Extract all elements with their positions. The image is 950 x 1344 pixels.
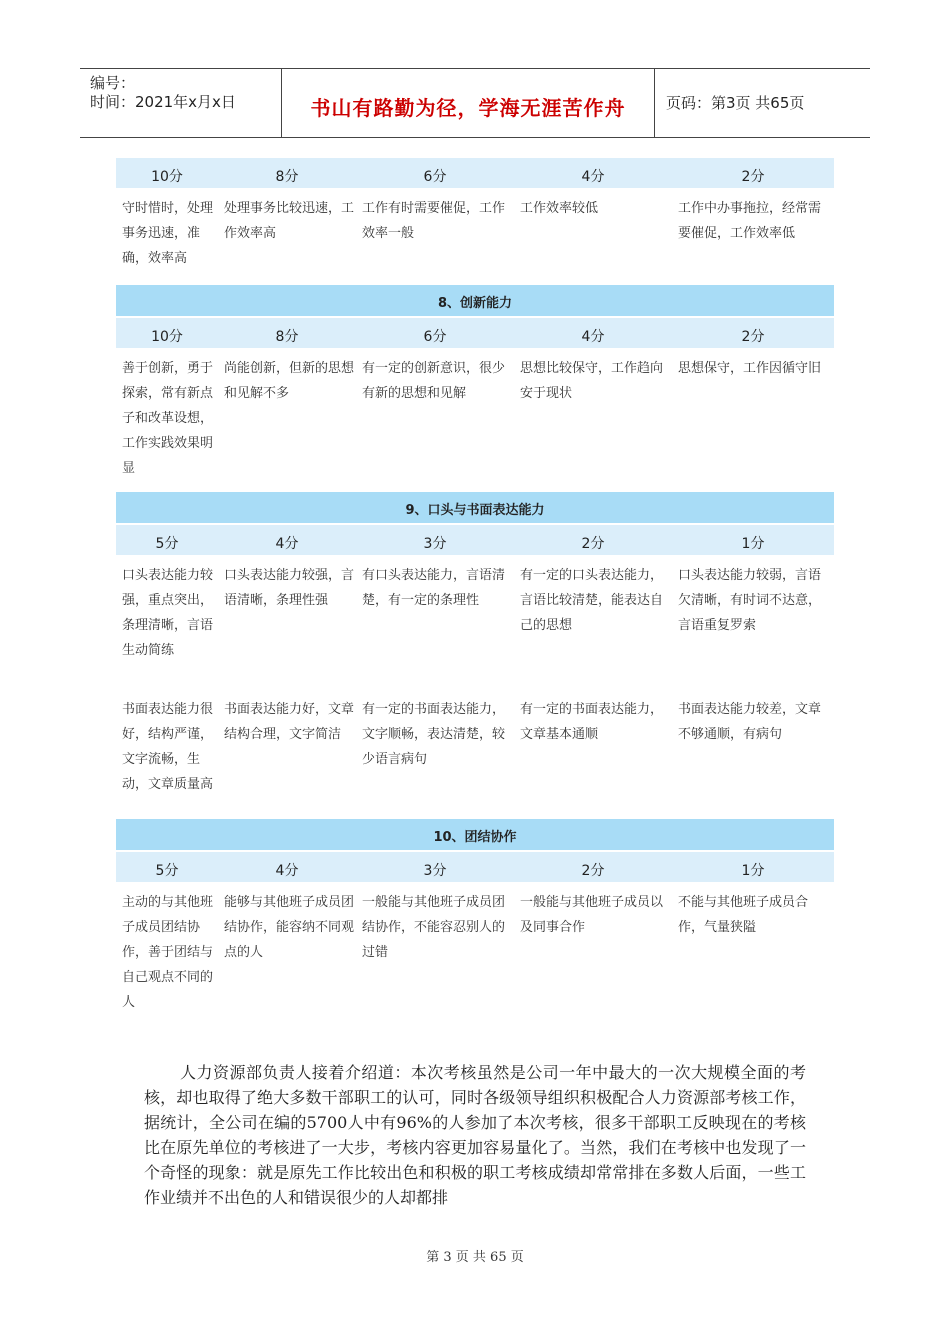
description-cell: 有一定的创新意识，很少有新的思想和见解 — [362, 361, 506, 401]
score-row — [116, 852, 834, 882]
description-cell: 守时惜时，处理事务迅速，准确，效率高 — [122, 201, 214, 266]
score-cell: 8分 — [275, 329, 299, 345]
description-cell: 一般能与其他班子成员团结协作，不能容忍别人的过错 — [362, 895, 506, 960]
description-cell: 处理事务比较迅速，工作效率高 — [224, 201, 355, 241]
description-row — [116, 188, 834, 283]
score-cell: 3分 — [423, 863, 447, 879]
description-cell: 口头表达能力较弱，言语欠清晰，有时词不达意，言语重复罗索 — [678, 568, 822, 633]
score-cell: 2分 — [581, 536, 605, 552]
description-row-written — [116, 689, 834, 817]
score-row — [116, 158, 834, 188]
score-cell: 1分 — [741, 863, 765, 879]
score-cell: 4分 — [581, 169, 605, 185]
description-cell: 工作有时需要催促，工作效率一般 — [362, 201, 506, 241]
description-cell: 有口头表达能力，言语清楚，有一定的条理性 — [362, 568, 506, 608]
section-title: 9、口头与书面表达能力 — [405, 503, 545, 518]
time-label: 时间：2021年x月x日 — [90, 93, 236, 111]
score-cell: 6分 — [423, 169, 447, 185]
header-motto-box — [282, 69, 655, 137]
description-cell: 有一定的书面表达能力，文章基本通顺 — [520, 702, 664, 742]
score-cell: 5分 — [155, 536, 179, 552]
evaluation-table — [116, 158, 834, 1016]
score-cell: 4分 — [581, 329, 605, 345]
score-cell: 10分 — [151, 329, 183, 345]
score-row — [116, 318, 834, 348]
description-cell: 思想比较保守，工作趋向安于现状 — [520, 361, 664, 401]
description-cell: 书面表达能力好，文章结构合理，文字简洁 — [224, 702, 355, 742]
description-cell: 尚能创新，但新的思想和见解不多 — [224, 361, 355, 401]
section-header-expression — [116, 492, 834, 523]
header-motto: 书山有路勤为径，学海无涯苦作舟 — [310, 96, 626, 120]
number-label: 编号： — [90, 74, 136, 92]
header-meta — [80, 69, 282, 137]
description-cell: 主动的与其他班子成员团结协作，善于团结与自己观点不同的人 — [122, 895, 214, 1010]
section-title: 8、创新能力 — [437, 296, 513, 311]
description-cell: 书面表达能力较差，文章不够通顺，有病句 — [678, 702, 822, 742]
description-row — [116, 882, 834, 1016]
score-cell: 2分 — [741, 329, 765, 345]
score-cell: 1分 — [741, 536, 765, 552]
description-cell: 不能与其他班子成员合作，气量狭隘 — [678, 895, 809, 935]
score-cell: 4分 — [275, 863, 299, 879]
description-cell: 一般能与其他班子成员以及同事合作 — [520, 895, 664, 935]
score-cell: 6分 — [423, 329, 447, 345]
description-cell: 口头表达能力较强，言语清晰，条理性强 — [224, 568, 355, 608]
score-cell: 2分 — [581, 863, 605, 879]
score-cell: 8分 — [275, 169, 299, 185]
page-footer: 第 3 页 共 65 页 — [426, 1250, 524, 1265]
description-cell: 工作中办事拖拉，经常需要催促，工作效率低 — [678, 201, 822, 241]
score-cell: 4分 — [275, 536, 299, 552]
description-row-oral — [116, 555, 834, 689]
section-header-innovation — [116, 285, 834, 316]
description-cell: 工作效率较低 — [520, 201, 599, 216]
score-cell: 5分 — [155, 863, 179, 879]
score-cell: 3分 — [423, 536, 447, 552]
section-title: 10、团结协作 — [433, 830, 517, 845]
body-paragraph: 人力资源部负责人接着介绍道：本次考核虽然是公司一年中最大的一次大规模全面的考核，却也取得了绝大多数干部职工的认可，同时各级领导组织积极配合人力资源部考核工作，据统计，全公司在编的5700人中有96%的人参加了本次考核，很多干部职工反映现在的考核比在原先单位的考核进了一大步，考核内容更加容易量化了。当然，我们在考核中也发现了一个奇怪的现象：就是原先工作比较出色和积极的职工考核成绩却常常排在多数人后面，一些工作业绩并不出色的人和错误很少的人却都排 — [144, 1063, 806, 1207]
page-header — [80, 68, 870, 138]
description-cell: 有一定的书面表达能力，文字顺畅，表达清楚，较少语言病句 — [362, 702, 506, 767]
score-cell: 2分 — [741, 169, 765, 185]
description-cell: 有一定的口头表达能力，言语比较清楚，能表达自己的思想 — [520, 568, 664, 633]
description-cell: 思想保守，工作因循守旧 — [678, 361, 822, 376]
description-cell: 口头表达能力较强，重点突出，条理清晰，言语生动简练 — [122, 568, 214, 658]
description-row — [116, 348, 834, 490]
description-cell: 能够与其他班子成员团结协作，能容纳不同观点的人 — [224, 895, 355, 960]
description-cell: 善于创新，勇于探索，常有新点子和改革设想，工作实践效果明显 — [122, 361, 214, 476]
description-cell: 书面表达能力很好，结构严谨，文字流畅，生动，文章质量高 — [122, 702, 214, 792]
page-indicator: 页码：第3页 共65页 — [666, 94, 805, 112]
score-cell: 10分 — [151, 169, 183, 185]
score-row — [116, 525, 834, 555]
section-header-teamwork — [116, 819, 834, 850]
